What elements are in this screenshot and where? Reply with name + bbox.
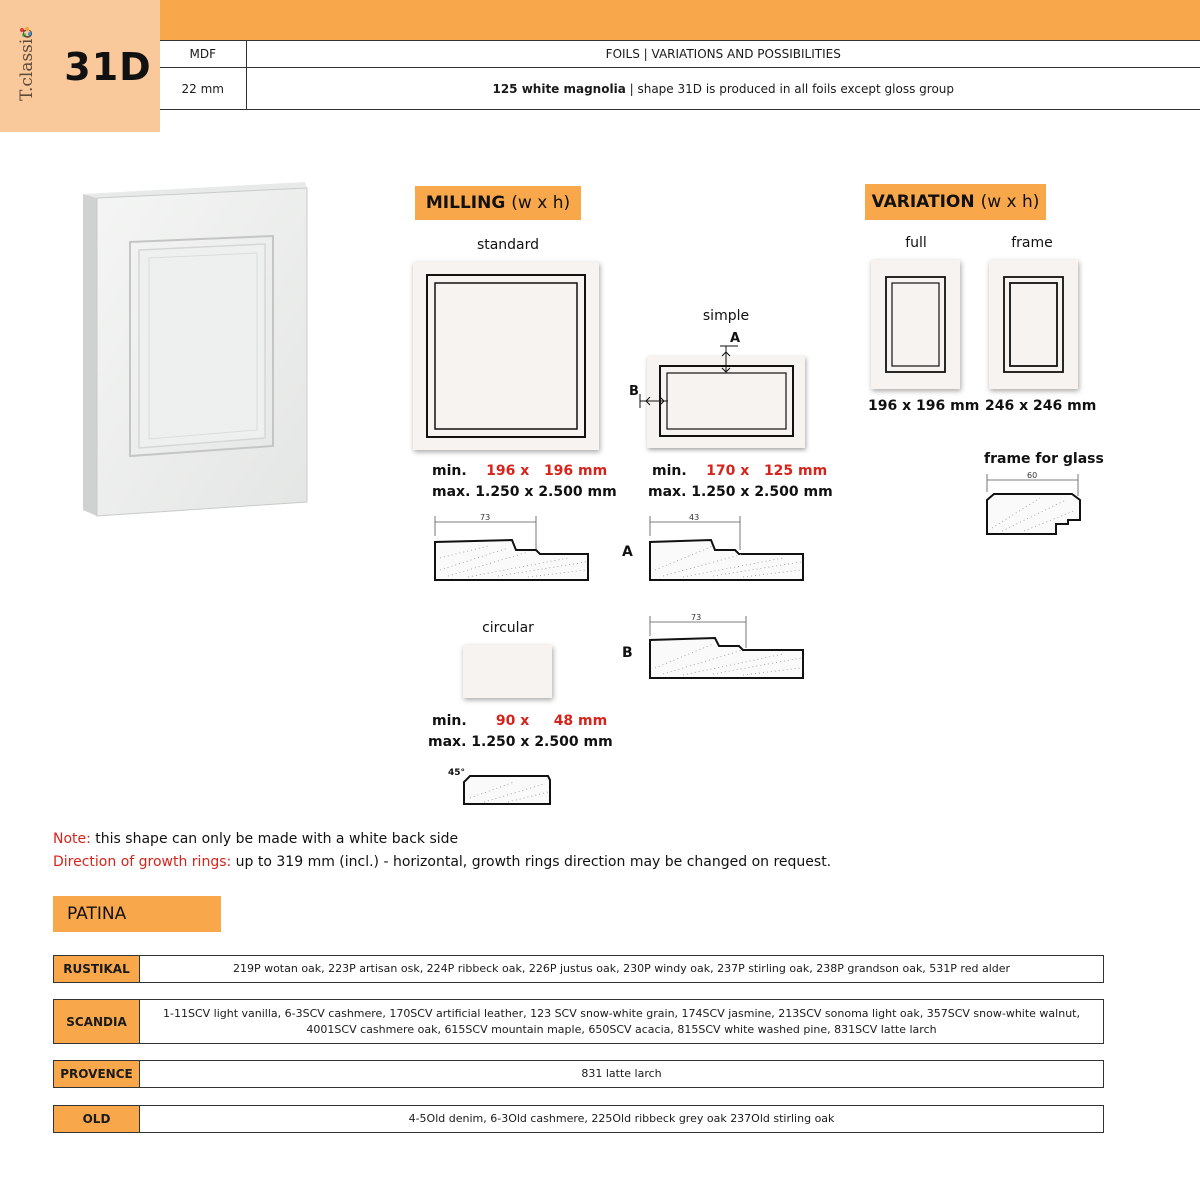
milling-heading-text: MILLING [425, 193, 506, 213]
profile-b-drawing [643, 612, 808, 687]
patina-key: PROVENCE [54, 1061, 140, 1087]
patina-key: RUSTIKAL [54, 956, 140, 982]
patina-row-rustikal [53, 955, 1104, 983]
simple-min [652, 463, 827, 479]
foil-name: 125 white magnolia [492, 81, 626, 96]
simple-min-h: 125 mm [763, 463, 828, 479]
frame-glass-dim: 60 [1027, 471, 1038, 480]
standard-max: max. 1.250 x 2.500 mm [432, 484, 617, 500]
foils-header: FOILS | VARIATIONS AND POSSIBILITIES [246, 41, 1200, 68]
circular-label: circular [482, 620, 534, 636]
full-label: full [905, 235, 927, 251]
patina-heading: PATINA [53, 896, 221, 932]
standard-min [432, 463, 607, 479]
note-line [53, 831, 458, 847]
simple-min-prefix: min. [652, 463, 687, 479]
variation-heading [865, 184, 1046, 220]
simple-label: simple [702, 308, 750, 324]
profile-a-dim: 43 [689, 513, 700, 522]
full-swatch [871, 260, 960, 389]
product-code: 31D [64, 45, 152, 89]
rings-label: Direction of growth rings: [53, 854, 232, 870]
patina-row-scandia [53, 999, 1104, 1044]
patina-value: 831 latte larch [581, 1067, 662, 1081]
standard-frame-drawing [413, 262, 599, 450]
door-product-image [75, 180, 320, 525]
patina-value: 1-11SCV light vanilla, 6-3SCV cashmere, 170SCV artificial leather, 123 SCV snow-white grain, 174SCV jasmine, 213SCV sonoma light oak, 357SCV snow-white walnut, 4001SCV cashmere oak, 615SCV mountain maple, 650SCV acacia, 815SCV white washed pine, 831SCV latte larch [163, 1007, 1080, 1036]
standard-min-prefix: min. [432, 463, 467, 479]
patina-row-old [53, 1105, 1104, 1133]
patina-value: 219P wotan oak, 223P artisan osk, 224P ribbeck oak, 226P justus oak, 230P windy oak, 237P stirling oak, 238P grandson oak, 531P red alder [232, 962, 1011, 976]
note-label: Note: [53, 831, 91, 847]
simple-marker-b: B [629, 384, 639, 399]
simple-swatch-drawing [620, 326, 820, 454]
header-bar [160, 0, 1200, 40]
foil-note: | shape 31D is produced in all foils except gloss group [625, 81, 955, 96]
simple-max: max. 1.250 x 2.500 mm [648, 484, 833, 500]
full-frame-drawing [871, 260, 960, 389]
brand-logo [10, 20, 44, 110]
full-size: 196 x 196 mm [868, 398, 980, 414]
standard-swatch [413, 262, 599, 450]
standard-profile-dim: 73 [480, 513, 491, 522]
frame-size: 246 x 246 mm [985, 398, 1097, 414]
frame-label: frame [1011, 235, 1053, 251]
note-text: this shape can only be made with a white back side [90, 831, 459, 847]
variation-heading-unit: (w x h) [980, 192, 1040, 212]
patina-key: SCANDIA [54, 1000, 140, 1043]
rings-line [53, 854, 831, 870]
standard-profile-drawing [428, 510, 593, 585]
patina-key: OLD [54, 1106, 140, 1132]
circular-profile-drawing [444, 764, 559, 810]
frame-glass-profile-drawing [980, 468, 1085, 538]
standard-min-h: 196 mm [543, 463, 608, 479]
circular-min-prefix: min. [432, 713, 467, 729]
milling-heading-unit: (w x h) [511, 193, 571, 213]
profile-a-drawing [643, 510, 808, 585]
mdf-header: MDF [160, 41, 246, 68]
patina-row-provence [53, 1060, 1104, 1088]
circular-min-h: 48 mm [553, 713, 608, 729]
foils-value [246, 68, 1200, 110]
profile-b-dim: 73 [691, 613, 702, 622]
mdf-thickness: 22 mm [160, 68, 246, 110]
circular-swatch [463, 645, 552, 698]
circular-min [432, 713, 607, 729]
frame-glass-label: frame for glass [984, 451, 1104, 467]
variation-heading-text: VARIATION [871, 192, 975, 212]
circular-min-w: 90 x [495, 713, 530, 729]
standard-label: standard [476, 237, 540, 253]
spec-table [160, 40, 1200, 110]
brand-name: T.classic [17, 29, 37, 101]
circular-max: max. 1.250 x 2.500 mm [428, 734, 613, 750]
milling-heading [415, 186, 581, 220]
profile-a-label: A [622, 544, 633, 560]
simple-marker-a: A [730, 331, 741, 346]
simple-min-w: 170 x [706, 463, 750, 479]
standard-min-w: 196 x [486, 463, 530, 479]
frame-frame-drawing [989, 260, 1078, 389]
profile-b-label: B [622, 645, 633, 661]
rings-text: up to 319 mm (incl.) - horizontal, growth rings direction may be changed on request. [231, 854, 832, 870]
frame-swatch [989, 260, 1078, 389]
circular-angle: 45° [448, 768, 466, 778]
patina-value: 4-5Old denim, 6-3Old cashmere, 225Old ribbeck grey oak 237Old stirling oak [408, 1112, 835, 1126]
